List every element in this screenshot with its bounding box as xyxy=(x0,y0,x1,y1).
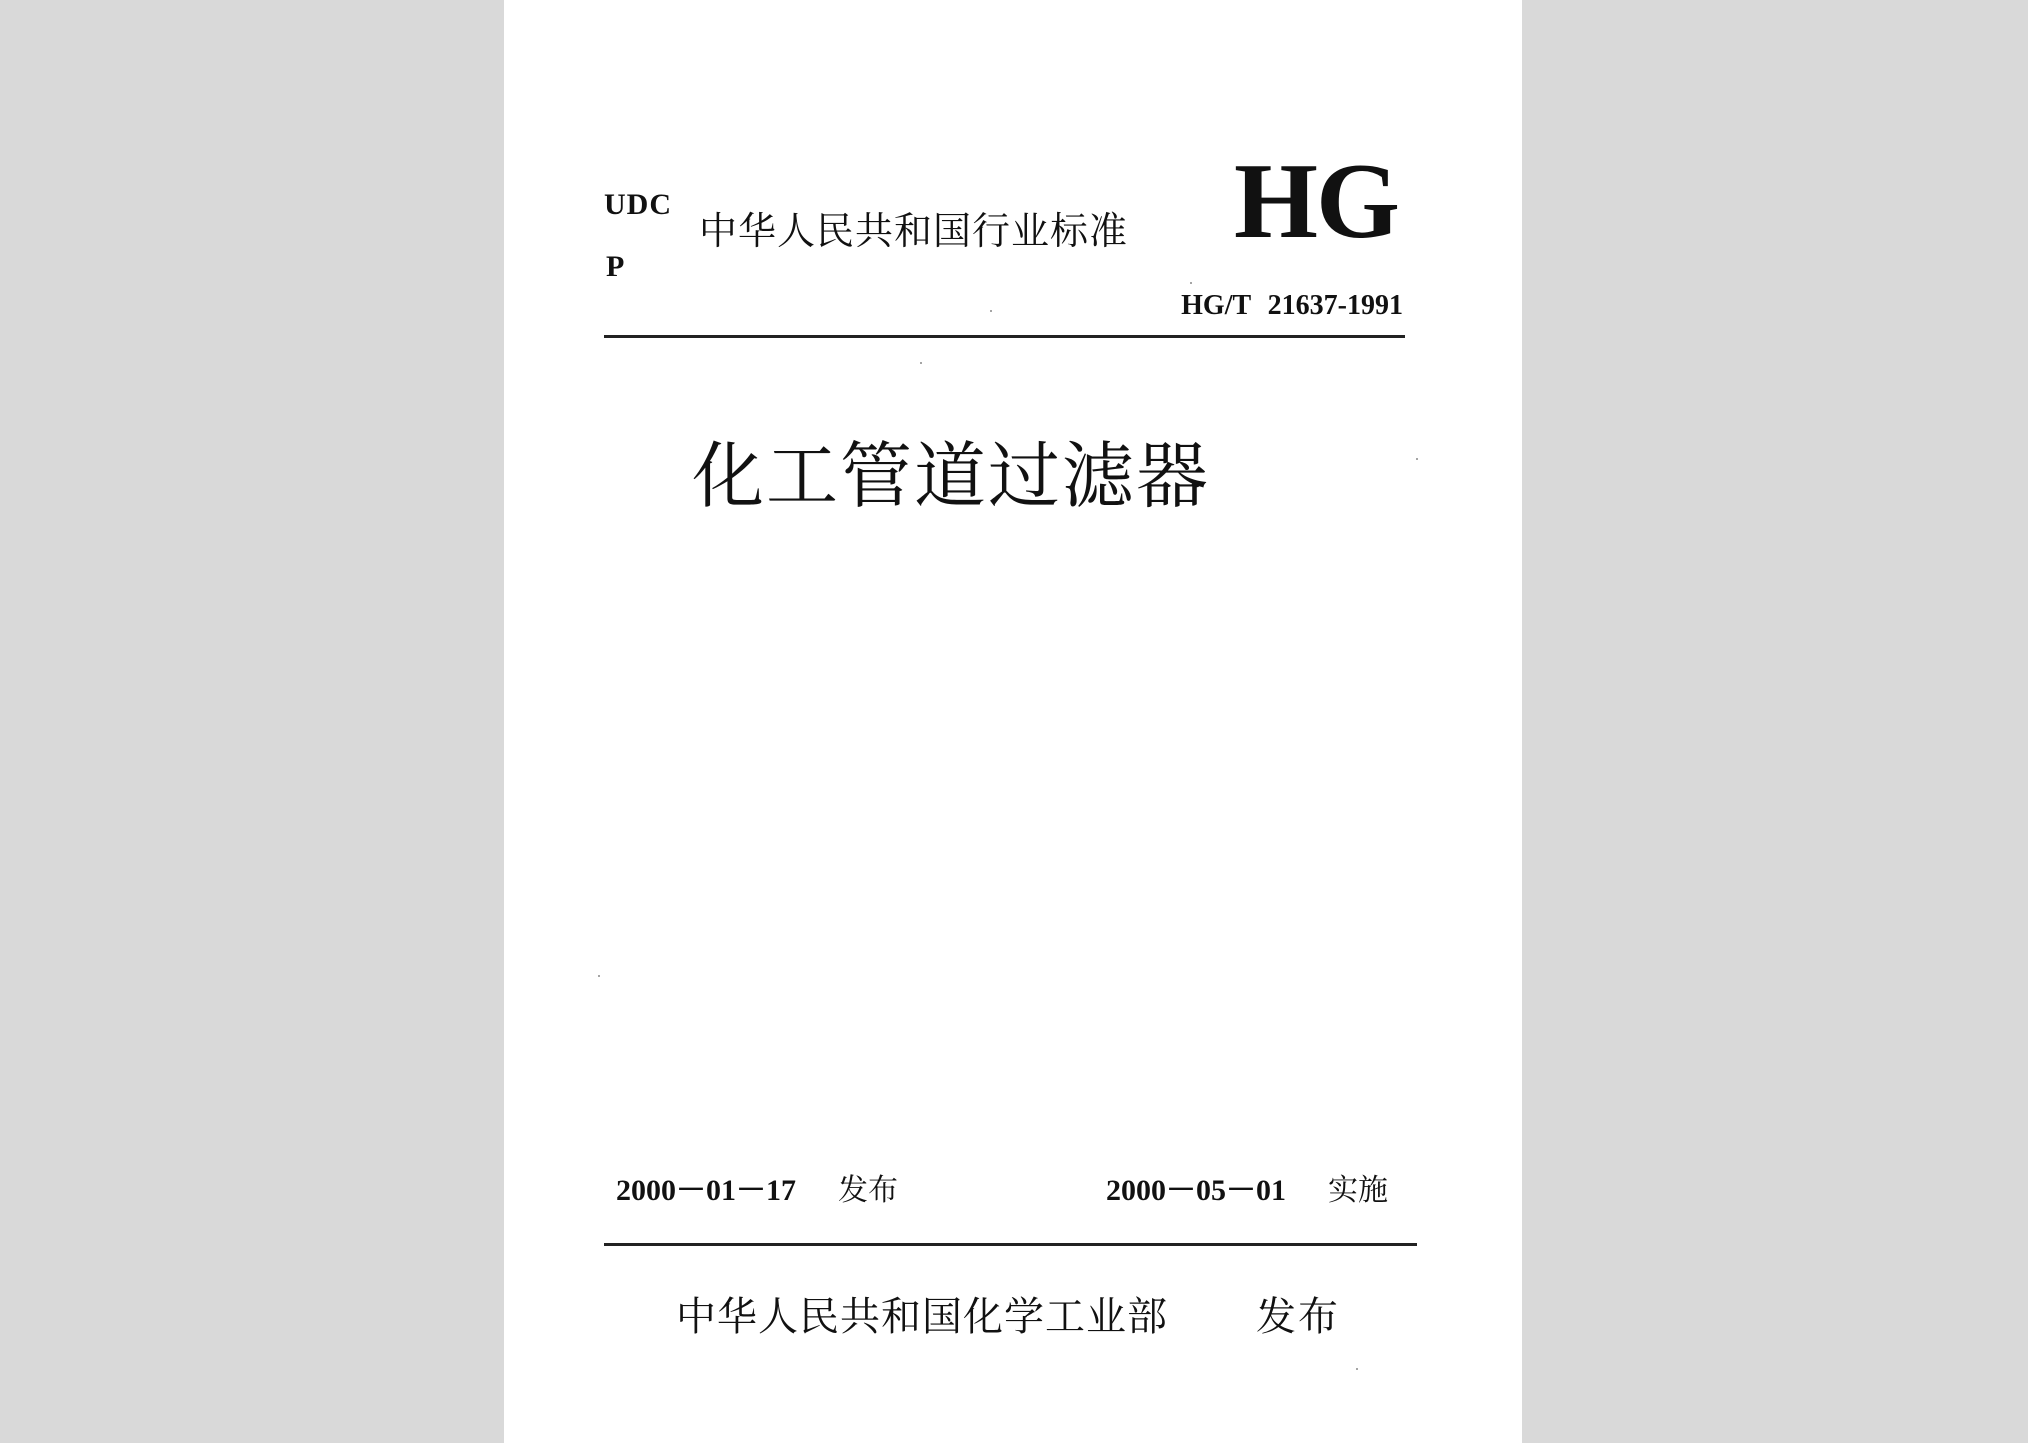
document-title: 化工管道过滤器 xyxy=(692,434,1211,518)
classification-code: P xyxy=(606,250,625,283)
document-page xyxy=(504,0,1522,1443)
effective-date: 2000－05－01 xyxy=(1106,1174,1286,1207)
standard-type-heading: 中华人民共和国行业标准 xyxy=(699,209,1129,253)
scan-speck xyxy=(1356,1368,1358,1370)
scan-speck xyxy=(1416,458,1418,460)
issue-label: 发布 xyxy=(838,1173,898,1208)
footer-divider xyxy=(604,1243,1417,1246)
hg-logo: HG xyxy=(1234,142,1399,261)
udc-label: UDC xyxy=(604,188,672,221)
scan-speck xyxy=(1190,282,1192,284)
scan-speck xyxy=(920,362,922,364)
effective-label: 实施 xyxy=(1328,1173,1388,1208)
scan-speck xyxy=(598,975,600,977)
publisher-action: 发布 xyxy=(1256,1294,1340,1340)
standard-number: HG/T 21637-1991 xyxy=(1181,290,1403,321)
issue-date: 2000－01－17 xyxy=(616,1174,796,1207)
publisher-name: 中华人民共和国化学工业部 xyxy=(676,1294,1168,1340)
scan-speck xyxy=(990,310,992,312)
header-divider xyxy=(604,335,1405,338)
